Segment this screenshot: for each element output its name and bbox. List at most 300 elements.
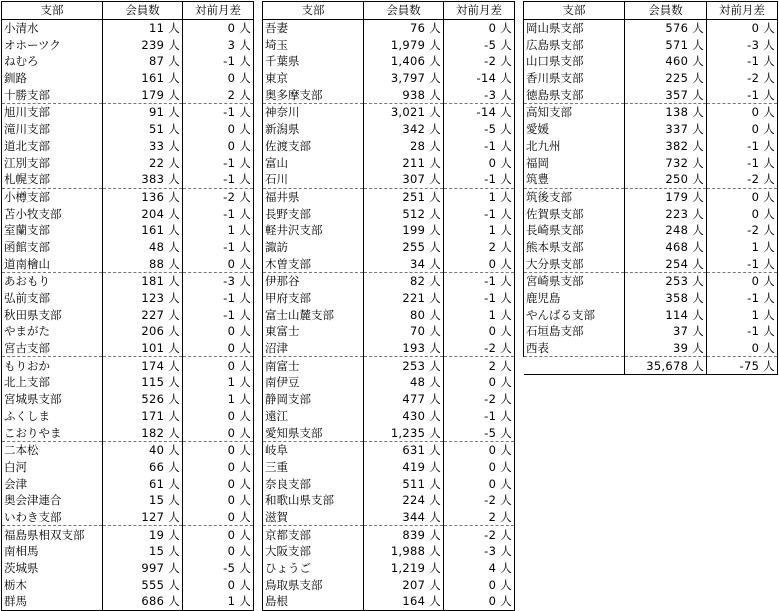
branch-name-cell: 富山: [263, 154, 364, 171]
branch-name-cell: 伊那谷: [263, 273, 364, 290]
monthly-diff-cell: 0 人: [183, 408, 254, 425]
table-row: [2, 222, 254, 239]
branch-name-cell: 甲府支部: [263, 290, 364, 307]
table-row: [2, 36, 254, 53]
branch-name-cell: 宮古支部: [2, 340, 103, 357]
table-row: [2, 323, 254, 340]
monthly-diff-cell: 0 人: [707, 273, 778, 290]
table-row: [524, 121, 778, 138]
branch-name-cell: 茨城県: [2, 560, 103, 577]
branch-name-cell: 南相馬: [2, 543, 103, 560]
branch-name-cell: 石垣島支部: [524, 323, 625, 340]
branch-name-cell: 苫小牧支部: [2, 205, 103, 222]
membership-table-2: [262, 1, 515, 611]
monthly-diff-cell: 0 人: [444, 441, 515, 458]
member-count-cell: 248 人: [625, 222, 707, 239]
monthly-diff-cell: 0 人: [707, 19, 778, 36]
member-count-cell: 225 人: [625, 70, 707, 87]
member-count-cell: 91 人: [103, 104, 183, 121]
member-count-cell: 161 人: [103, 70, 183, 87]
table-row: [2, 290, 254, 307]
monthly-diff-cell: 0 人: [183, 138, 254, 155]
member-count-cell: 938 人: [364, 86, 444, 103]
branch-name-cell: やまがた: [2, 323, 103, 340]
branch-name-cell: 白河: [2, 459, 103, 476]
branch-name-cell: 岡山県支部: [524, 19, 625, 36]
monthly-diff-cell: -1 人: [707, 255, 778, 272]
monthly-diff-cell: -5 人: [444, 121, 515, 138]
table-row: [263, 154, 515, 171]
branch-name-cell: 奥多摩支部: [263, 86, 364, 103]
table-row: [524, 154, 778, 171]
member-count-cell: 1,219 人: [364, 560, 444, 577]
member-count-cell: 3,797 人: [364, 70, 444, 87]
header-branch: 支部: [2, 2, 103, 20]
branch-name-cell: もりおか: [2, 357, 103, 374]
table-row: [524, 290, 778, 307]
table-row: [263, 70, 515, 87]
monthly-diff-cell: 0 人: [183, 19, 254, 36]
branch-name-cell: 宮崎県支部: [524, 273, 625, 290]
member-count-cell: 253 人: [364, 357, 444, 374]
table-row: [2, 459, 254, 476]
monthly-diff-cell: -1 人: [444, 273, 515, 290]
member-count-cell: 307 人: [364, 171, 444, 188]
table-row: [263, 255, 515, 272]
member-count-cell: 182 人: [103, 424, 183, 441]
branch-name-cell: 北九州: [524, 138, 625, 155]
monthly-diff-cell: 0 人: [183, 340, 254, 357]
member-count-cell: 997 人: [103, 560, 183, 577]
monthly-diff-cell: 1 人: [444, 188, 515, 205]
table-row: [524, 273, 778, 290]
member-count-cell: 512 人: [364, 205, 444, 222]
branch-name-cell: 栃木: [2, 576, 103, 593]
member-count-cell: 40 人: [103, 441, 183, 458]
branch-name-cell: オホーツク: [2, 36, 103, 53]
member-count-cell: 101 人: [103, 340, 183, 357]
monthly-diff-cell: -1 人: [707, 154, 778, 171]
monthly-diff-cell: 4 人: [444, 560, 515, 577]
table-row: [524, 255, 778, 272]
branch-name-cell: 和歌山県支部: [263, 492, 364, 509]
branch-name-cell: 山口県支部: [524, 53, 625, 70]
member-count-cell: 255 人: [364, 239, 444, 256]
monthly-diff-cell: 0 人: [707, 340, 778, 357]
member-count-cell: 37 人: [625, 323, 707, 340]
member-count-cell: 115 人: [103, 374, 183, 391]
member-count-cell: 39 人: [625, 340, 707, 357]
monthly-diff-cell: -3 人: [444, 543, 515, 560]
member-count-cell: 171 人: [103, 408, 183, 425]
monthly-diff-cell: -1 人: [183, 171, 254, 188]
branch-name-cell: 吾妻: [263, 19, 364, 36]
member-count-cell: 344 人: [364, 509, 444, 526]
member-count-cell: 253 人: [625, 273, 707, 290]
branch-name-cell: 会津: [2, 475, 103, 492]
monthly-diff-cell: 0 人: [444, 593, 515, 610]
table-row: [2, 306, 254, 323]
member-count-cell: 1,988 人: [364, 543, 444, 560]
monthly-diff-cell: -1 人: [444, 290, 515, 307]
member-count-cell: 576 人: [625, 19, 707, 36]
table-row: [263, 104, 515, 121]
branch-name-cell: 静岡支部: [263, 391, 364, 408]
monthly-diff-cell: -1 人: [707, 53, 778, 70]
table-row: [2, 424, 254, 441]
table-row: [263, 290, 515, 307]
member-count-cell: 511 人: [364, 475, 444, 492]
branch-name-cell: こおりやま: [2, 424, 103, 441]
monthly-diff-cell: -1 人: [183, 104, 254, 121]
header-members: 会員数: [364, 2, 444, 20]
table-row: [263, 121, 515, 138]
branch-name-cell: 福岡: [524, 154, 625, 171]
monthly-diff-cell: 1 人: [444, 306, 515, 323]
member-count-cell: 19 人: [103, 526, 183, 543]
branch-name-cell: 木曽支部: [263, 255, 364, 272]
member-count-cell: 337 人: [625, 121, 707, 138]
table-row: [263, 560, 515, 577]
branch-name-cell: 大分県支部: [524, 255, 625, 272]
monthly-diff-cell: -1 人: [444, 205, 515, 222]
table-row: [524, 104, 778, 121]
monthly-diff-cell: 2 人: [444, 357, 515, 374]
header-row: [2, 2, 254, 20]
branch-name-cell: 東富士: [263, 323, 364, 340]
member-count-cell: 358 人: [625, 290, 707, 307]
branch-name-cell: 小清水: [2, 19, 103, 36]
table-row: [2, 205, 254, 222]
member-count-cell: 179 人: [103, 86, 183, 103]
branch-name-cell: 広島県支部: [524, 36, 625, 53]
monthly-diff-cell: -2 人: [707, 70, 778, 87]
member-count-cell: 206 人: [103, 323, 183, 340]
member-count-cell: 61 人: [103, 475, 183, 492]
monthly-diff-cell: -2 人: [444, 53, 515, 70]
monthly-diff-cell: 0 人: [183, 492, 254, 509]
header-row: [524, 2, 778, 20]
member-count-cell: 254 人: [625, 255, 707, 272]
monthly-diff-cell: -14 人: [444, 104, 515, 121]
table-row: [2, 70, 254, 87]
monthly-diff-cell: -1 人: [707, 138, 778, 155]
monthly-diff-cell: 0 人: [444, 323, 515, 340]
monthly-diff-cell: -2 人: [183, 188, 254, 205]
branch-name-cell: 軽井沢支部: [263, 222, 364, 239]
branch-name-cell: 筑後支部: [524, 188, 625, 205]
monthly-diff-cell: -5 人: [444, 424, 515, 441]
branch-name-cell: 石川: [263, 171, 364, 188]
table-row: [524, 205, 778, 222]
member-count-cell: 22 人: [103, 154, 183, 171]
total-blank-cell: [524, 357, 625, 375]
table-row: [263, 391, 515, 408]
branch-name-cell: 滋賀: [263, 509, 364, 526]
member-count-cell: 136 人: [103, 188, 183, 205]
branch-name-cell: 遠江: [263, 408, 364, 425]
header-diff: 対前月差: [183, 2, 254, 20]
table-row: [263, 509, 515, 526]
monthly-diff-cell: 0 人: [183, 424, 254, 441]
member-count-cell: 251 人: [364, 188, 444, 205]
table-row: [2, 171, 254, 188]
branch-name-cell: 二本松: [2, 441, 103, 458]
branch-name-cell: 弘前支部: [2, 290, 103, 307]
monthly-diff-cell: -1 人: [707, 86, 778, 103]
table-row: [524, 53, 778, 70]
branch-name-cell: 奈良支部: [263, 475, 364, 492]
branch-name-cell: 大阪支部: [263, 543, 364, 560]
table-row: [263, 340, 515, 357]
total-row: [524, 357, 778, 375]
monthly-diff-cell: -2 人: [707, 222, 778, 239]
member-count-cell: 526 人: [103, 391, 183, 408]
branch-name-cell: 北上支部: [2, 374, 103, 391]
member-count-cell: 221 人: [364, 290, 444, 307]
branch-name-cell: 徳島県支部: [524, 86, 625, 103]
monthly-diff-cell: 0 人: [183, 441, 254, 458]
table-row: [263, 323, 515, 340]
member-count-cell: 357 人: [625, 86, 707, 103]
member-count-cell: 114 人: [625, 306, 707, 323]
branch-name-cell: 千葉県: [263, 53, 364, 70]
monthly-diff-cell: 0 人: [444, 576, 515, 593]
branch-name-cell: 十勝支部: [2, 86, 103, 103]
header-diff: 対前月差: [707, 2, 778, 20]
table-row: [263, 357, 515, 374]
member-count-cell: 48 人: [364, 374, 444, 391]
table-row: [263, 459, 515, 476]
table-row: [2, 593, 254, 610]
branch-name-cell: やんばる支部: [524, 306, 625, 323]
table-row: [2, 239, 254, 256]
branch-name-cell: 札幌支部: [2, 171, 103, 188]
branch-name-cell: 筑豊: [524, 171, 625, 188]
monthly-diff-cell: 0 人: [444, 255, 515, 272]
table-row: [2, 340, 254, 357]
table-row: [524, 222, 778, 239]
table-row: [263, 424, 515, 441]
member-count-cell: 34 人: [364, 255, 444, 272]
table-row: [263, 593, 515, 610]
branch-name-cell: 高知支部: [524, 104, 625, 121]
branch-name-cell: 道南檜山: [2, 255, 103, 272]
branch-name-cell: 秋田県支部: [2, 306, 103, 323]
table-row: [263, 138, 515, 155]
member-count-cell: 1,235 人: [364, 424, 444, 441]
monthly-diff-cell: 2 人: [183, 86, 254, 103]
member-count-cell: 383 人: [103, 171, 183, 188]
branch-name-cell: 三重: [263, 459, 364, 476]
header-branch: 支部: [263, 2, 364, 20]
monthly-diff-cell: 1 人: [707, 306, 778, 323]
branch-name-cell: ふくしま: [2, 408, 103, 425]
monthly-diff-cell: 3 人: [183, 36, 254, 53]
branch-name-cell: 東京: [263, 70, 364, 87]
monthly-diff-cell: -1 人: [444, 408, 515, 425]
monthly-diff-cell: -5 人: [444, 36, 515, 53]
monthly-diff-cell: 0 人: [444, 374, 515, 391]
monthly-diff-cell: -1 人: [183, 154, 254, 171]
member-count-cell: 477 人: [364, 391, 444, 408]
table-row: [524, 306, 778, 323]
branch-name-cell: 室蘭支部: [2, 222, 103, 239]
monthly-diff-cell: 0 人: [183, 70, 254, 87]
monthly-diff-cell: 0 人: [444, 475, 515, 492]
branch-name-cell: 埼玉: [263, 36, 364, 53]
monthly-diff-cell: -2 人: [444, 492, 515, 509]
member-count-cell: 1,979 人: [364, 36, 444, 53]
member-count-cell: 70 人: [364, 323, 444, 340]
table-row: [2, 560, 254, 577]
member-count-cell: 76 人: [364, 19, 444, 36]
table-row: [524, 239, 778, 256]
monthly-diff-cell: 0 人: [183, 576, 254, 593]
monthly-diff-cell: 2 人: [444, 509, 515, 526]
member-count-cell: 839 人: [364, 526, 444, 543]
table-row: [2, 576, 254, 593]
table-row: [263, 36, 515, 53]
table-row: [263, 239, 515, 256]
table-row: [2, 492, 254, 509]
table-row: [524, 36, 778, 53]
member-count-cell: 3,021 人: [364, 104, 444, 121]
table-row: [2, 86, 254, 103]
table-row: [2, 53, 254, 70]
member-count-cell: 430 人: [364, 408, 444, 425]
branch-name-cell: あおもり: [2, 273, 103, 290]
table-row: [524, 171, 778, 188]
member-count-cell: 33 人: [103, 138, 183, 155]
member-count-cell: 82 人: [364, 273, 444, 290]
branch-name-cell: 佐渡支部: [263, 138, 364, 155]
member-count-cell: 460 人: [625, 53, 707, 70]
member-count-cell: 15 人: [103, 492, 183, 509]
monthly-diff-cell: 0 人: [444, 19, 515, 36]
member-count-cell: 211 人: [364, 154, 444, 171]
member-count-cell: 48 人: [103, 239, 183, 256]
monthly-diff-cell: -2 人: [444, 391, 515, 408]
monthly-diff-cell: -2 人: [444, 340, 515, 357]
member-count-cell: 227 人: [103, 306, 183, 323]
header-diff: 対前月差: [444, 2, 515, 20]
table-row: [2, 408, 254, 425]
table-row: [263, 19, 515, 36]
monthly-diff-cell: 0 人: [707, 205, 778, 222]
monthly-diff-cell: 1 人: [183, 222, 254, 239]
table-row: [2, 121, 254, 138]
branch-name-cell: 道北支部: [2, 138, 103, 155]
branch-name-cell: 熊本県支部: [524, 239, 625, 256]
table-row: [263, 374, 515, 391]
monthly-diff-cell: 0 人: [444, 459, 515, 476]
branch-name-cell: 諏訪: [263, 239, 364, 256]
member-count-cell: 123 人: [103, 290, 183, 307]
table-row: [263, 222, 515, 239]
total-diff-cell: -75 人: [707, 357, 778, 375]
total-members-cell: 35,678 人: [625, 357, 707, 375]
table-row: [263, 441, 515, 458]
branch-name-cell: 福井県: [263, 188, 364, 205]
table-row: [263, 408, 515, 425]
monthly-diff-cell: -1 人: [183, 239, 254, 256]
monthly-diff-cell: -1 人: [183, 306, 254, 323]
header-row: [263, 2, 515, 20]
member-count-cell: 80 人: [364, 306, 444, 323]
branch-name-cell: 鹿児島: [524, 290, 625, 307]
member-count-cell: 419 人: [364, 459, 444, 476]
table-row: [263, 576, 515, 593]
branch-name-cell: 南伊豆: [263, 374, 364, 391]
table-row: [263, 492, 515, 509]
monthly-diff-cell: 0 人: [707, 104, 778, 121]
monthly-diff-cell: 1 人: [183, 374, 254, 391]
table-row: [2, 509, 254, 526]
branch-name-cell: 長野支部: [263, 205, 364, 222]
member-count-cell: 223 人: [625, 205, 707, 222]
member-count-cell: 127 人: [103, 509, 183, 526]
member-count-cell: 468 人: [625, 239, 707, 256]
monthly-diff-cell: -2 人: [707, 171, 778, 188]
monthly-diff-cell: 0 人: [183, 357, 254, 374]
table-row: [524, 138, 778, 155]
member-count-cell: 571 人: [625, 36, 707, 53]
monthly-diff-cell: 0 人: [707, 188, 778, 205]
table-row: [2, 138, 254, 155]
branch-name-cell: 群馬: [2, 593, 103, 610]
branch-name-cell: 宮城県支部: [2, 391, 103, 408]
table-row: [2, 19, 254, 36]
monthly-diff-cell: 0 人: [183, 459, 254, 476]
member-count-cell: 342 人: [364, 121, 444, 138]
branch-name-cell: 新潟県: [263, 121, 364, 138]
monthly-diff-cell: -5 人: [183, 560, 254, 577]
membership-table-1: [1, 1, 254, 611]
member-count-cell: 179 人: [625, 188, 707, 205]
table-row: [2, 391, 254, 408]
member-count-cell: 199 人: [364, 222, 444, 239]
table-row: [524, 70, 778, 87]
member-count-cell: 555 人: [103, 576, 183, 593]
table-row: [2, 273, 254, 290]
member-count-cell: 204 人: [103, 205, 183, 222]
branch-name-cell: 南富士: [263, 357, 364, 374]
branch-name-cell: 岐阜: [263, 441, 364, 458]
member-count-cell: 15 人: [103, 543, 183, 560]
member-count-cell: 174 人: [103, 357, 183, 374]
branch-name-cell: 小樽支部: [2, 188, 103, 205]
table-row: [263, 86, 515, 103]
monthly-diff-cell: -2 人: [444, 526, 515, 543]
table-row: [2, 543, 254, 560]
member-count-cell: 181 人: [103, 273, 183, 290]
monthly-diff-cell: 1 人: [183, 593, 254, 610]
table-row: [263, 53, 515, 70]
monthly-diff-cell: 1 人: [444, 222, 515, 239]
monthly-diff-cell: -1 人: [183, 290, 254, 307]
monthly-diff-cell: -1 人: [707, 290, 778, 307]
branch-name-cell: 島根: [263, 593, 364, 610]
branch-name-cell: 鳥取県支部: [263, 576, 364, 593]
monthly-diff-cell: 2 人: [444, 239, 515, 256]
table-row: [263, 188, 515, 205]
monthly-diff-cell: 0 人: [183, 543, 254, 560]
branch-name-cell: 愛知県支部: [263, 424, 364, 441]
monthly-diff-cell: 0 人: [183, 509, 254, 526]
member-count-cell: 193 人: [364, 340, 444, 357]
monthly-diff-cell: 0 人: [183, 475, 254, 492]
